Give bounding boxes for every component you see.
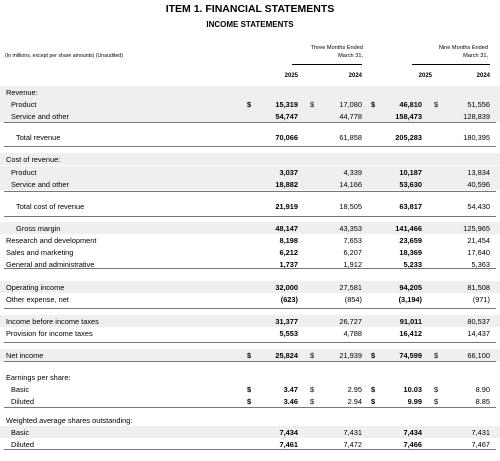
- table-row: [0, 98, 500, 110]
- value-cell: 21,919: [275, 202, 298, 211]
- table-row: [0, 153, 500, 165]
- value-cell: 9.99: [407, 397, 422, 406]
- value-cell: 23,659: [399, 236, 422, 245]
- row-label: Diluted: [11, 440, 35, 449]
- value-cell: 74,599: [399, 351, 422, 360]
- value-cell: 7,431: [343, 428, 362, 437]
- row-label: Product: [11, 100, 37, 109]
- value-cell: 7,461: [279, 440, 298, 449]
- value-cell: 4,788: [343, 329, 362, 338]
- table-row: [0, 166, 500, 178]
- value-cell: 8,198: [279, 236, 298, 245]
- currency-symbol: $: [247, 397, 252, 406]
- value-cell: 7,466: [403, 440, 422, 449]
- period-rule: [292, 64, 362, 65]
- value-cell: 32,000: [275, 283, 298, 292]
- period-header-nine-months: [368, 44, 488, 60]
- table-row: [0, 246, 500, 258]
- row-label: Service and other: [11, 180, 69, 189]
- row-label: General and administrative: [6, 260, 95, 269]
- value-cell: 5,363: [471, 260, 490, 269]
- row-label: Net income: [6, 351, 44, 360]
- period-header-three-months: [243, 44, 363, 60]
- value-cell: 54,747: [275, 112, 298, 121]
- row-divider: [4, 407, 496, 408]
- currency-symbol: $: [434, 385, 439, 394]
- row-divider: [4, 308, 496, 309]
- value-cell: 8.85: [475, 397, 490, 406]
- currency-symbol: $: [434, 351, 439, 360]
- value-cell: 14,166: [339, 180, 362, 189]
- currency-symbol: $: [247, 351, 252, 360]
- period-header-line1: Nine Months Ended: [438, 45, 488, 51]
- row-divider: [4, 122, 496, 123]
- value-cell: 40,596: [467, 180, 490, 189]
- value-cell: 141,466: [395, 224, 422, 233]
- row-label: Revenue:: [6, 88, 38, 97]
- value-cell: 1,912: [343, 260, 362, 269]
- table-row: [0, 327, 500, 339]
- value-cell: 6,207: [343, 248, 362, 257]
- currency-symbol: $: [310, 351, 315, 360]
- value-cell: 7,431: [471, 428, 490, 437]
- value-cell: 205,283: [395, 133, 422, 142]
- table-row: [0, 426, 500, 438]
- value-cell: 21,454: [467, 236, 490, 245]
- table-row: [0, 131, 500, 143]
- row-label: Other expense, net: [6, 295, 69, 304]
- value-cell: 5,233: [403, 260, 422, 269]
- row-label: Research and development: [6, 236, 97, 245]
- row-divider: [4, 268, 496, 269]
- currency-symbol: $: [247, 100, 252, 109]
- row-label: Provision for income taxes: [6, 329, 93, 338]
- table-row: [0, 222, 500, 234]
- value-cell: 15,319: [275, 100, 298, 109]
- row-divider: [4, 449, 496, 450]
- value-cell: 14,437: [467, 329, 490, 338]
- period-header-line2: March 31,: [338, 53, 363, 59]
- value-cell: 7,434: [279, 428, 298, 437]
- value-cell: 16,412: [399, 329, 422, 338]
- value-cell: 27,581: [339, 283, 362, 292]
- year-header: 2025: [284, 73, 298, 79]
- table-row: [0, 414, 500, 426]
- table-row: [0, 178, 500, 190]
- value-cell: (623): [280, 295, 298, 304]
- value-cell: 2.95: [347, 385, 362, 394]
- table-row: [0, 234, 500, 246]
- year-header: 2024: [348, 73, 362, 79]
- row-label: Total cost of revenue: [16, 202, 85, 211]
- row-label: Total revenue: [16, 133, 61, 142]
- value-cell: 25,824: [275, 351, 298, 360]
- period-header-line2: March 31,: [463, 53, 488, 59]
- value-cell: 26,727: [339, 317, 362, 326]
- value-cell: 10,187: [399, 168, 422, 177]
- value-cell: 7,472: [343, 440, 362, 449]
- value-cell: (3,194): [398, 295, 422, 304]
- value-cell: 5,553: [279, 329, 298, 338]
- value-cell: 1,737: [279, 260, 298, 269]
- value-cell: 61,858: [339, 133, 362, 142]
- row-label: Basic: [11, 385, 30, 394]
- value-cell: 3.46: [283, 397, 298, 406]
- row-label: Operating income: [6, 283, 65, 292]
- currency-symbol: $: [371, 385, 376, 394]
- row-label: Product: [11, 168, 37, 177]
- row-label: Diluted: [11, 397, 35, 406]
- table-row: [0, 395, 500, 407]
- value-cell: 18,505: [339, 202, 362, 211]
- value-cell: 7,467: [471, 440, 490, 449]
- value-cell: 81,508: [467, 283, 490, 292]
- year-header: 2024: [476, 73, 490, 79]
- value-cell: 18,882: [275, 180, 298, 189]
- value-cell: 6,212: [279, 248, 298, 257]
- row-divider: [4, 216, 496, 217]
- value-cell: (854): [344, 295, 362, 304]
- row-label: Earnings per share:: [6, 373, 71, 382]
- value-cell: 4,339: [343, 168, 362, 177]
- value-cell: 17,640: [467, 248, 490, 257]
- table-row: [0, 371, 500, 383]
- value-cell: 10.03: [403, 385, 422, 394]
- currency-symbol: $: [247, 385, 252, 394]
- year-header: 2025: [418, 73, 432, 79]
- value-cell: 8.90: [475, 385, 490, 394]
- table-row: [0, 86, 500, 98]
- value-cell: 44,778: [339, 112, 362, 121]
- row-label: Sales and marketing: [6, 248, 74, 257]
- currency-symbol: $: [371, 397, 376, 406]
- row-divider: [4, 146, 496, 147]
- value-cell: (971): [472, 295, 490, 304]
- table-row: [0, 200, 500, 212]
- value-cell: 125,965: [463, 224, 490, 233]
- row-divider: [4, 342, 496, 343]
- currency-symbol: $: [310, 397, 315, 406]
- value-cell: 3.47: [283, 385, 298, 394]
- currency-symbol: $: [371, 351, 376, 360]
- value-cell: 13,834: [467, 168, 490, 177]
- value-cell: 7,434: [403, 428, 422, 437]
- value-cell: 43,353: [339, 224, 362, 233]
- currency-symbol: $: [371, 100, 376, 109]
- table-row: [0, 349, 500, 361]
- value-cell: 2.94: [347, 397, 362, 406]
- currency-symbol: $: [310, 385, 315, 394]
- table-row: [0, 281, 500, 293]
- value-cell: 53,630: [399, 180, 422, 189]
- value-cell: 3,037: [279, 168, 298, 177]
- value-cell: 180,395: [463, 133, 490, 142]
- value-cell: 66,100: [467, 351, 490, 360]
- table-row: [0, 293, 500, 305]
- currency-symbol: $: [434, 100, 439, 109]
- value-cell: 51,556: [467, 100, 490, 109]
- table-row: [0, 315, 500, 327]
- value-cell: 21,939: [339, 351, 362, 360]
- currency-symbol: $: [310, 100, 315, 109]
- value-cell: 158,473: [395, 112, 422, 121]
- value-cell: 48,147: [275, 224, 298, 233]
- row-label: Gross margin: [16, 224, 61, 233]
- value-cell: 63,817: [399, 202, 422, 211]
- value-cell: 18,369: [399, 248, 422, 257]
- row-divider: [4, 191, 496, 192]
- value-cell: 70,066: [275, 133, 298, 142]
- row-label: Weighted average shares outstanding:: [6, 416, 133, 425]
- value-cell: 7,653: [343, 236, 362, 245]
- statement-subtitle: INCOME STATEMENTS: [206, 20, 294, 29]
- row-divider: [4, 361, 496, 362]
- table-row: [0, 383, 500, 395]
- currency-symbol: $: [434, 397, 439, 406]
- value-cell: 94,205: [399, 283, 422, 292]
- value-cell: 46,810: [399, 100, 422, 109]
- value-cell: 17,080: [339, 100, 362, 109]
- unit-note: (In millions, except per share amounts) (Unaudited): [5, 53, 123, 59]
- row-label: Income before income taxes: [6, 317, 99, 326]
- row-label: Service and other: [11, 112, 69, 121]
- value-cell: 128,839: [463, 112, 490, 121]
- row-label: Basic: [11, 428, 30, 437]
- period-rule: [412, 64, 490, 65]
- page-title: ITEM 1. FINANCIAL STATEMENTS: [165, 3, 335, 15]
- value-cell: 54,430: [467, 202, 490, 211]
- row-label: Cost of revenue:: [6, 155, 61, 164]
- period-header-line1: Three Months Ended: [310, 45, 363, 51]
- value-cell: 91,011: [399, 317, 422, 326]
- value-cell: 80,537: [467, 317, 490, 326]
- table-row: [0, 110, 500, 122]
- value-cell: 31,377: [275, 317, 298, 326]
